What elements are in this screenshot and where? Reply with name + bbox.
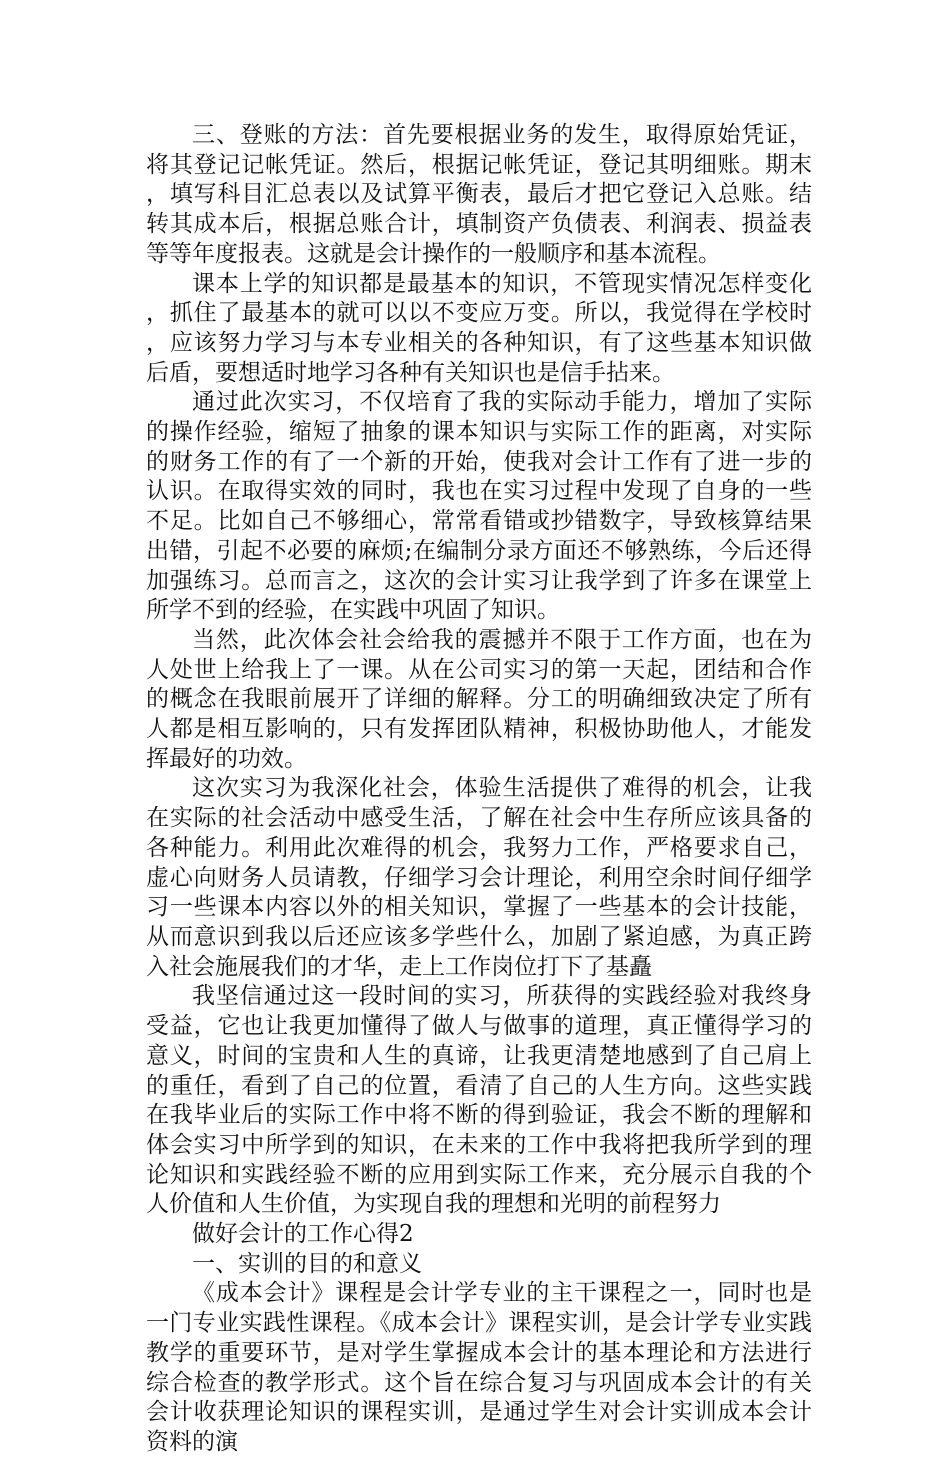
section-title: 做好会计的工作心得2 xyxy=(192,1221,414,1248)
document-body xyxy=(146,121,812,1458)
paragraph-internship-gains: 通过此次实习，不仅培育了我的实际动手能力，增加了实际的操作经验，缩短了抽象的课本知识与实际工作的距离，对实际的财务工作的有了一个新的开始，使我对会计工作有了进一步的认识。在取得实效的同时，我也在实习过程中发现了自身的一些不足。比如自己不够细心，常常看错或抄错数字，导致核算结果出错，引起不必要的麻烦;在编制分录方面还不够熟练，今后还得加强练习。总而言之，这次的会计实习让我学到了许多在课堂上所学不到的经验，在实践中巩固了知识。 xyxy=(146,389,812,624)
paragraph-textbook-knowledge: 课本上学的知识都是最基本的知识，不管现实情况怎样变化，抓住了最基本的就可以以不变应万变。所以，我觉得在学校时，应该努力学习与本专业相关的各种知识，有了这些基本知识做后盾，要想适时地学习各种有关知识也是信手拈来。 xyxy=(146,270,812,386)
subsection-heading: 一、实训的目的和意义 xyxy=(192,1250,422,1277)
paragraph-social-experience: 这次实习为我深化社会，体验生活提供了难得的机会，让我在实际的社会活动中感受生活，了解在社会中生存所应该具备的各种能力。利用此次难得的机会，我努力工作，严格要求自己，虚心向财务人员请教，仔细学习会计理论，利用空余时间仔细学习一些课本内容以外的相关知识，掌握了一些基本的会计技能，从而意识到我以后还应该多学些什么，加剧了紧迫感，为真正跨入社会施展我们的才华，走上工作岗位打下了基矗 xyxy=(146,775,812,980)
paragraph-posting-method: 三、登账的方法：首先要根据业务的发生，取得原始凭证，将其登记记帐凭证。然后，根据记帐凭证，登记其明细账。期末，填写科目汇总表以及试算平衡表，最后才把它登记入总账。结转其成本后，根据总账合计，填制资产负债表、利润表、损益表等等年度报表。这就是会计操作的一般顺序和基本流程。 xyxy=(146,122,812,267)
paragraph-teamwork: 当然，此次体会社会给我的震撼并不限于工作方面，也在为人处世上给我上了一课。从在公司实习的第一天起，团结和合作的概念在我眼前展开了详细的解释。分工的明确细致决定了所有人都是相互影响的，只有发挥团队精神，积极协助他人，才能发挥最好的功效。 xyxy=(146,626,812,772)
paragraph-cost-accounting-course: 《成本会计》课程是会计学专业的主干课程之一，同时也是一门专业实践性课程。《成本会计》课程实训，是会计学专业实践教学的重要环节，是对学生掌握成本会计的基本理论和方法进行综合检查的教学形式。这个旨在综合复习与巩固成本会计的有关会计收获理论知识的课程实训，是通过学生对会计实训成本会计资料的演 xyxy=(146,1280,812,1455)
paragraph-conclusion: 我坚信通过这一段时间的实习，所获得的实践经验对我终身受益，它也让我更加懂得了做人与做事的道理，真正懂得学习的意义，时间的宝贵和人生的真谛，让我更清楚地感到了自己肩上的重任，看到了自己的位置，看清了自己的人生方向。这些实践在我毕业后的实际工作中将不断的得到验证，我会不断的理解和体会实习中所学到的知识，在未来的工作中我将把我所学到的理论知识和实践经验不断的应用到实际工作来，充分展示自我的个人价值和人生价值，为实现自我的理想和光明的前程努力 xyxy=(146,983,812,1218)
